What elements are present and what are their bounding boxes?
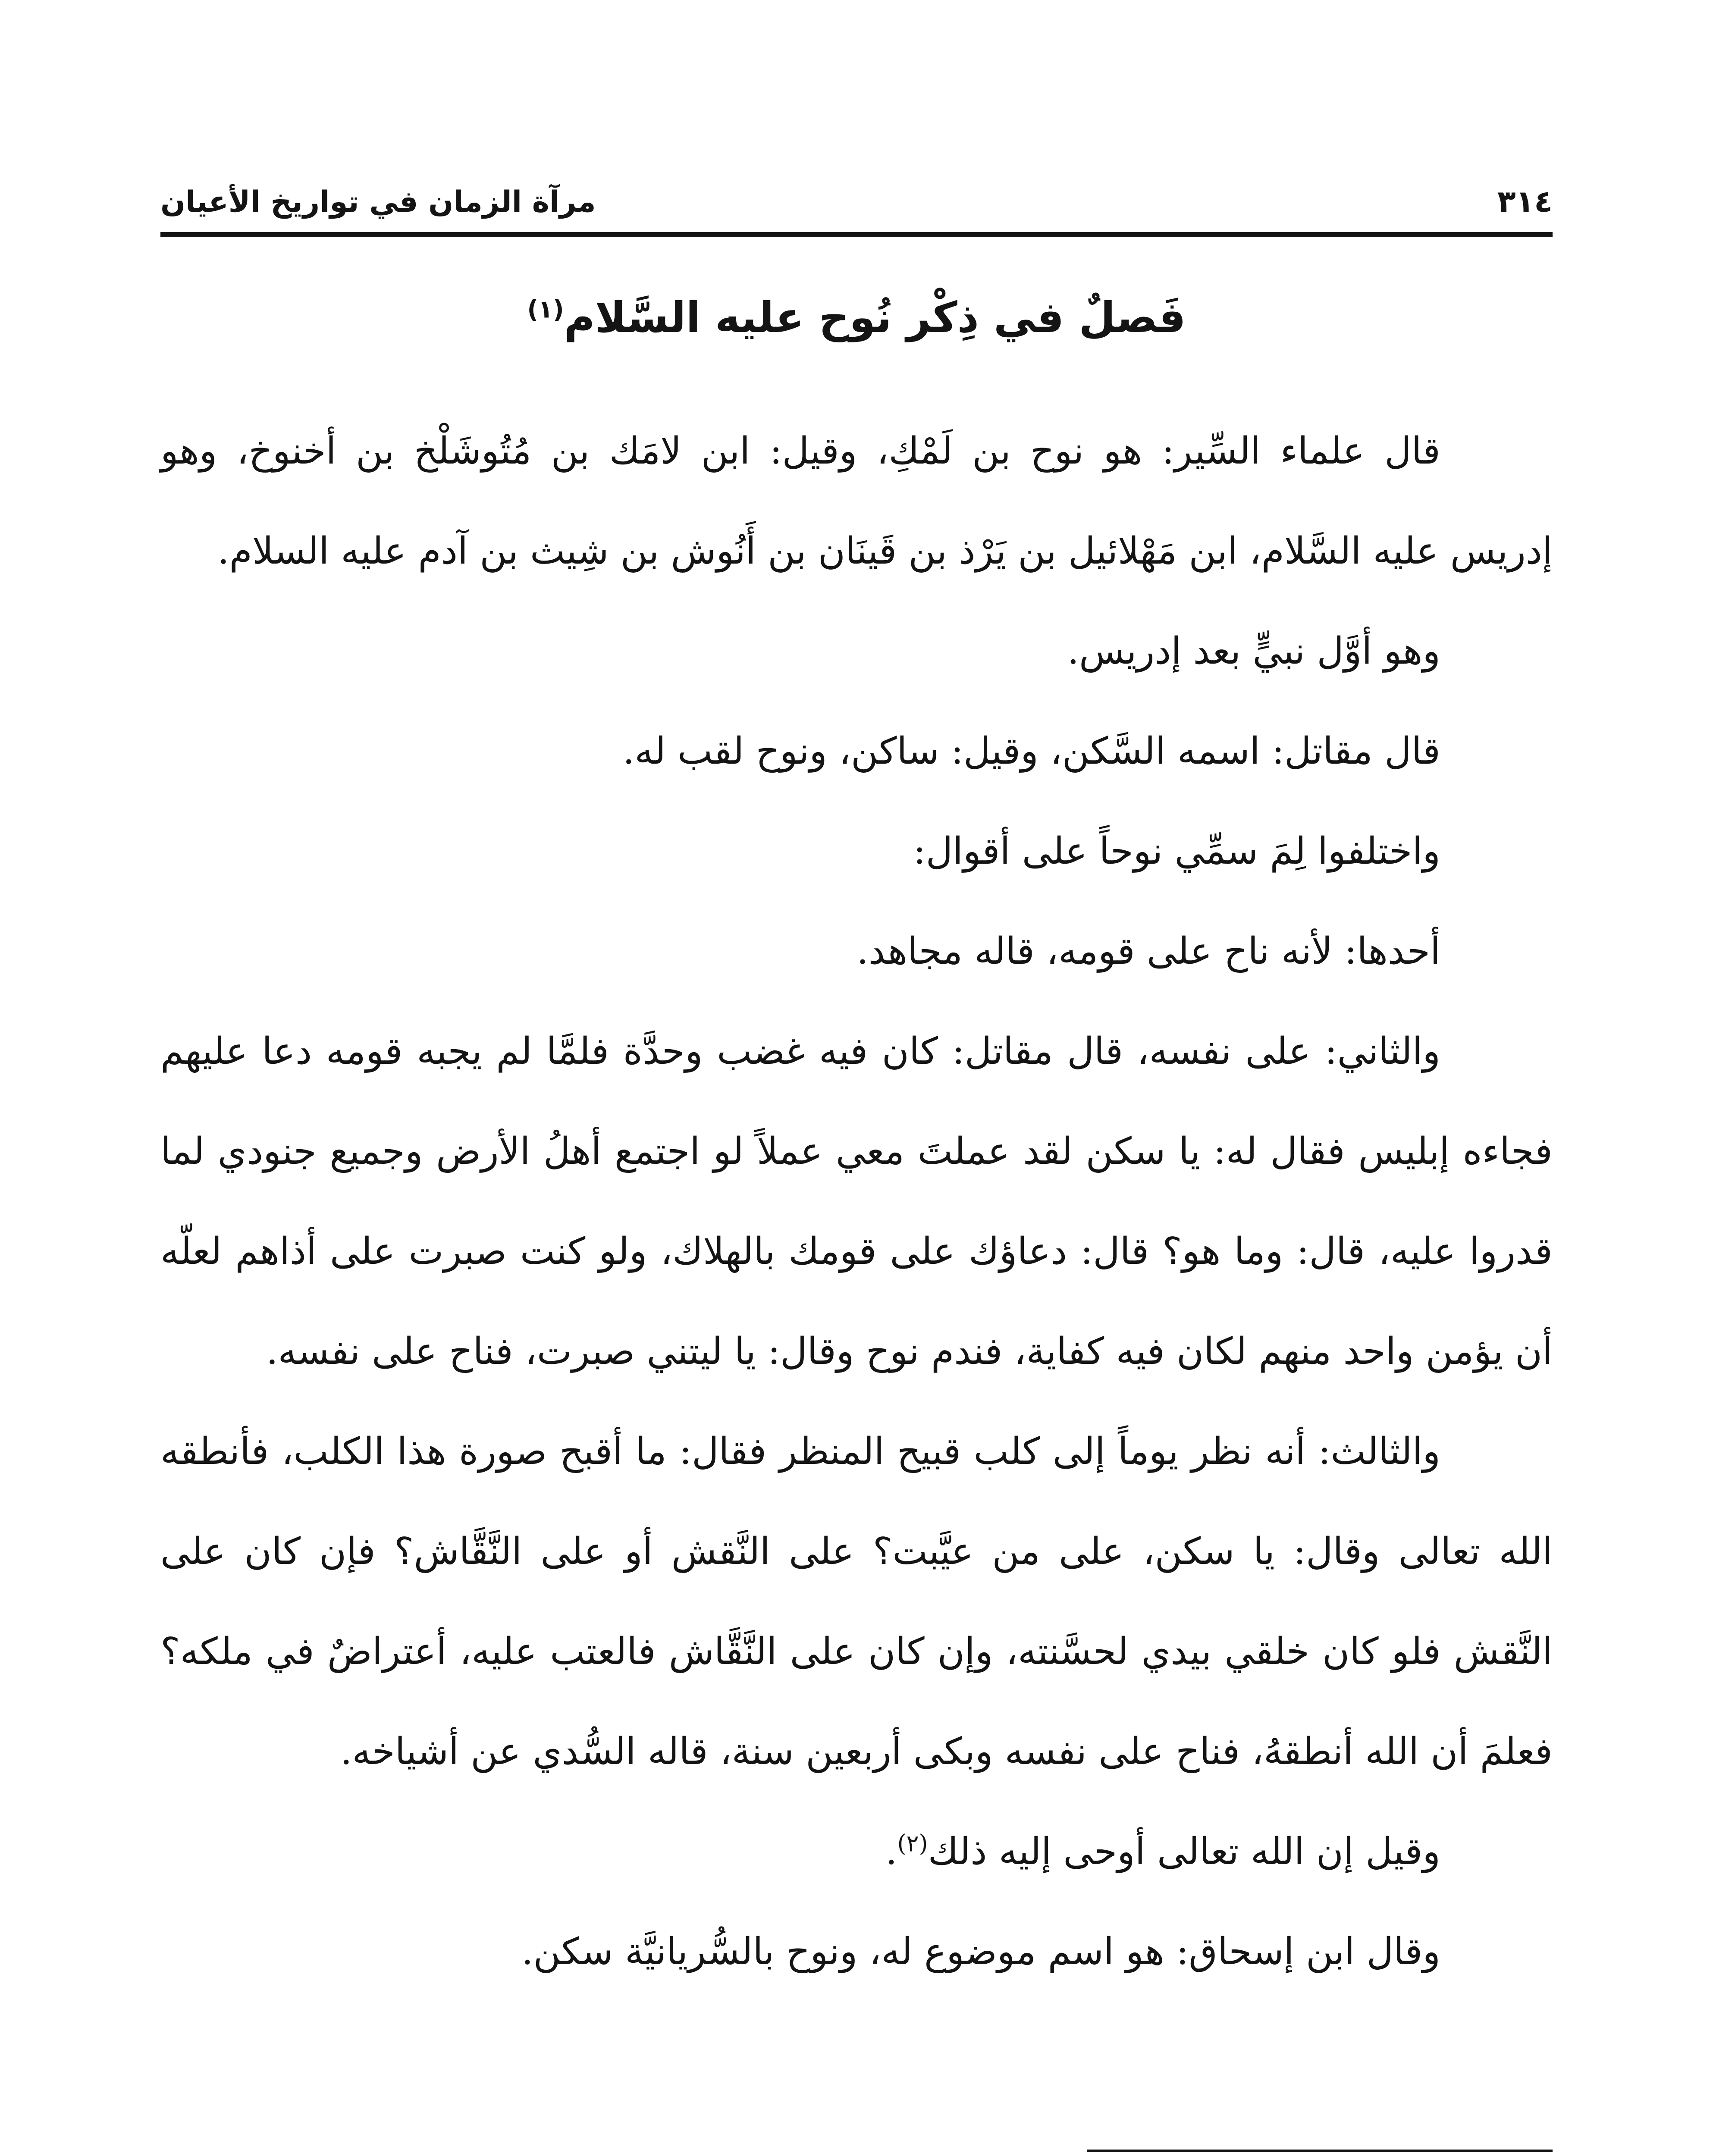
- section-title-footnote-ref: (١): [527, 295, 564, 324]
- section-title-text: فَصلٌ في ذِكْر نُوح عليه السَّلام: [564, 293, 1186, 342]
- paragraph: واختلفوا لِمَ سمِّي نوحاً على أقوال:: [913, 830, 1440, 873]
- paragraph: والثاني: على نفسه، قال مقاتل: كان فيه غضب وحدَّة فلمَّا لم يجبه قومه دعا عليهم فجاءه إبليس فقال له: يا سكن لقد عملتَ معي عملاً لو اجتمع أهلُ الأرض وجميع جنودي لما قدروا عليه، قال: وما هو؟ قال: دعاؤك على قومك بالهلاك، ولو كنت صبرت على أذاهم لعلّه أن يؤمن واحد منهم لكان فيه كفاية، فندم نوح وقال: يا ليتني صبرت، فناح على نفسه.: [160, 1030, 1553, 1373]
- paragraph: قال علماء السِّير: هو نوح بن لَمْكِ، وقيل: ابن لامَك بن مُتُوشَلْخ بن أخنوخ، وهو إدريس عليه السَّلام، ابن مَهْلائيل بن يَرْذ بن قَينَان بن أَنُوش بن شِيث بن آدم عليه السلام.: [160, 429, 1553, 573]
- paragraph: والثالث: أنه نظر يوماً إلى كلب قبيح المنظر فقال: ما أقبح صورة هذا الكلب، فأنطقه الله تعالى وقال: يا سكن، على من عيَّبت؟ على النَّقش أو على النَّقَّاش؟ فإن كان على النَّقش فلو كان خلقي بيدي لحسَّنته، وإن كان على النَّقَّاش فالعتب عليه، أعتراضٌ في ملكه؟ فعلمَ أن الله أنطقهُ، فناح على نفسه وبكى أربعين سنة، قاله السُّدي عن أشياخه.: [160, 1430, 1553, 1773]
- paragraph: وقيل إن الله تعالى أوحى إليه ذلك$^{(٢)}$.: [885, 1830, 1440, 1873]
- section-title: [160, 293, 1553, 342]
- paragraph-text: وقيل إن الله تعالى أوحى إليه ذلك: [928, 1830, 1440, 1873]
- paragraph: وهو أوَّل نبيٍّ بعد إدريس.: [1067, 630, 1440, 673]
- paragraph: قال مقاتل: اسمه السَّكن، وقيل: ساكن، ونوح لقب له.: [623, 730, 1440, 773]
- paragraph: أحدها: لأنه ناح على قومه، قاله مجاهد.: [856, 930, 1440, 973]
- page-number: ٣١٤: [1497, 184, 1553, 219]
- page-header: [160, 172, 1553, 237]
- footnote-ref: (٢): [897, 1830, 928, 1857]
- paragraph: وقال ابن إسحاق: هو اسم موضوع له، ونوح بالسُّريانيَّة سكن.: [521, 1930, 1440, 1973]
- footnote-divider: [1087, 2150, 1553, 2152]
- body-text: [160, 401, 1553, 2002]
- running-title: مرآة الزمان في تواريخ الأعيان: [160, 185, 596, 219]
